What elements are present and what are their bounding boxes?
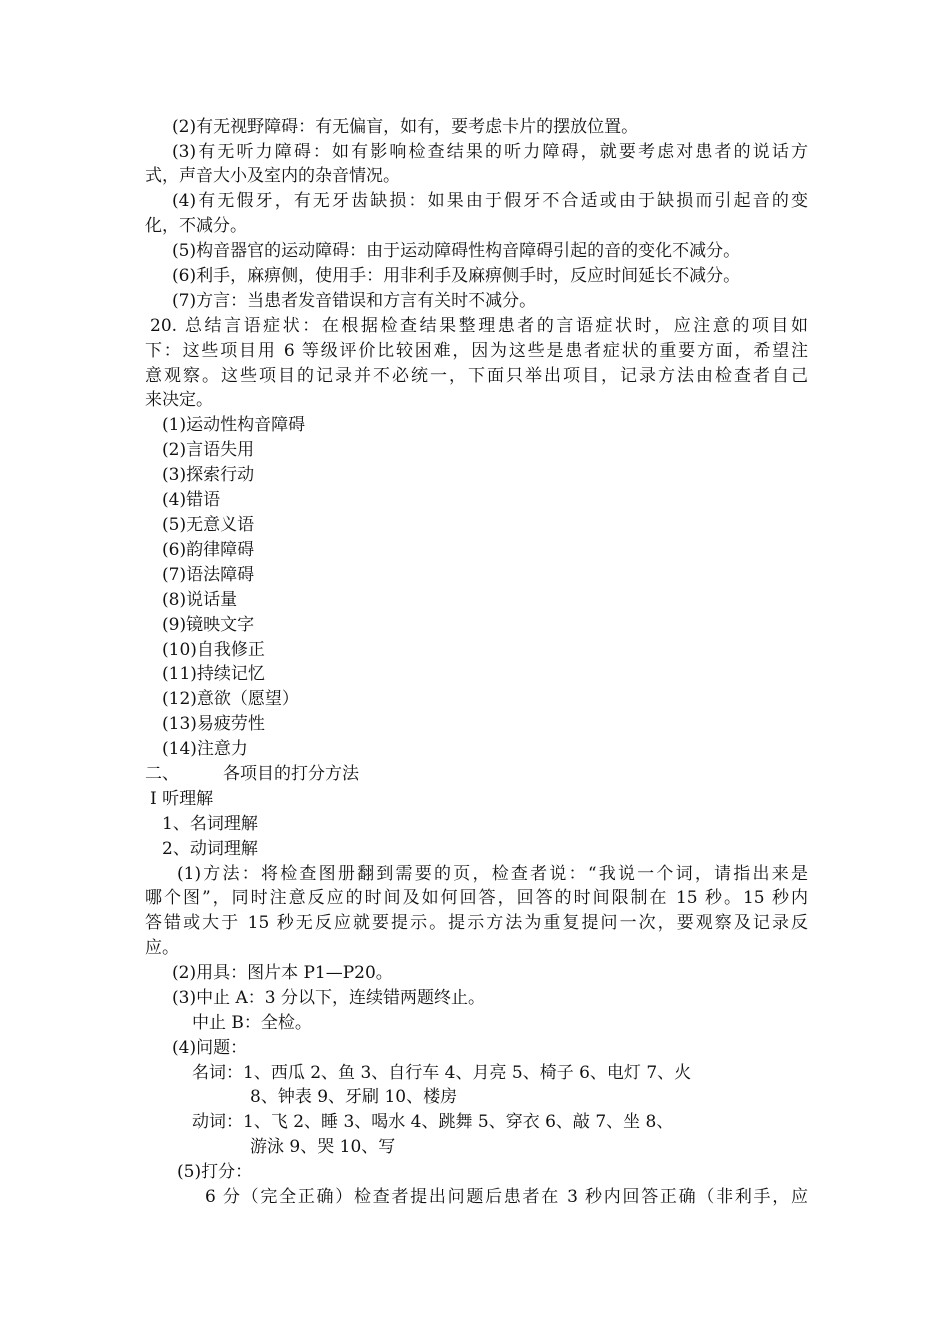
subsection-item: 1、名词理解 [162,814,258,834]
text-line: 来决定。 [145,390,213,410]
noun-list-line: 8、钟表 9、牙刷 10、楼房 [250,1087,458,1107]
text-line: (1)方法：将检查图册翻到需要的页，检查者说：“我说一个词，请指出来是 [177,864,808,884]
section-number: 二、 [145,764,179,784]
list-item: (14)注意力 [162,739,248,759]
list-item: (9)镜映文字 [162,615,255,635]
text-line: 哪个图”，同时注意反应的时间及如何回答，回答的时间限制在 15 秒。15 秒内 [145,888,808,908]
subsection-item: 2、动词理解 [162,839,258,859]
text-line: 化，不减分。 [145,216,247,236]
list-item: (6)韵律障碍 [162,540,255,560]
subsection-heading: Ⅰ 听理解 [150,789,214,809]
list-item: (11)持续记忆 [162,664,265,684]
text-line: 式，声音大小及室内的杂音情况。 [145,166,400,186]
text-line: 意观察。这些项目的记录并不必统一，下面只举出项目，记录方法由检查者自己 [145,366,808,386]
list-item: (3)探索行动 [162,465,255,485]
text-line: 20. 总结言语症状：在根据检查结果整理患者的言语症状时，应注意的项目如 [150,316,808,336]
list-item: (8)说话量 [162,590,238,610]
text-line: (2)用具：图片本 P1—P20。 [172,963,393,983]
list-item: (5)无意义语 [162,515,255,535]
text-line: (3)中止 A：3 分以下，连续错两题终止。 [172,988,485,1008]
text-line: (7)方言：当患者发音错误和方言有关时不减分。 [172,291,537,311]
text-line: 答错或大于 15 秒无反应就要提示。提示方法为重复提问一次，要观察及记录反 [145,913,808,933]
text-line: 下：这些项目用 6 等级评价比较困难，因为这些是患者症状的重要方面，希望注 [145,341,808,361]
section-heading: 各项目的打分方法 [223,764,359,784]
text-line: 应。 [145,938,179,958]
text-line: (4)有无假牙，有无牙齿缺损：如果由于假牙不合适或由于缺损而引起音的变 [172,191,808,211]
text-line: (4)问题： [172,1038,248,1058]
text-line: 6 分（完全正确）检查者提出问题后患者在 3 秒内回答正确（非利手，应 [205,1187,808,1207]
verb-list-line: 动词：1、飞 2、睡 3、喝水 4、跳舞 5、穿衣 6、敲 7、坐 8、 [192,1112,674,1132]
text-line: (6)利手，麻痹侧，使用手：用非利手及麻痹侧手时，反应时间延长不减分。 [172,266,741,286]
list-item: (2)言语失用 [162,440,255,460]
list-item: (4)错语 [162,490,221,510]
verb-list-line: 游泳 9、哭 10、写 [250,1137,396,1157]
text-line: (5)打分： [177,1162,253,1182]
list-item: (7)语法障碍 [162,565,255,585]
text-line: 中止 B：全检。 [192,1013,312,1033]
text-line: (2)有无视野障碍：有无偏盲，如有，要考虑卡片的摆放位置。 [172,117,639,137]
list-item: (13)易疲劳性 [162,714,265,734]
text-line: (5)构音器官的运动障碍：由于运动障碍性构音障碍引起的音的变化不减分。 [172,241,741,261]
list-item: (12)意欲（愿望） [162,689,299,709]
noun-list-line: 名词：1、西瓜 2、鱼 3、自行车 4、月亮 5、椅子 6、电灯 7、火 [192,1063,692,1083]
list-item: (10)自我修正 [162,640,265,660]
text-line: (3)有无听力障碍：如有影响检查结果的听力障碍，就要考虑对患者的说话方 [172,142,808,162]
list-item: (1)运动性构音障碍 [162,415,306,435]
